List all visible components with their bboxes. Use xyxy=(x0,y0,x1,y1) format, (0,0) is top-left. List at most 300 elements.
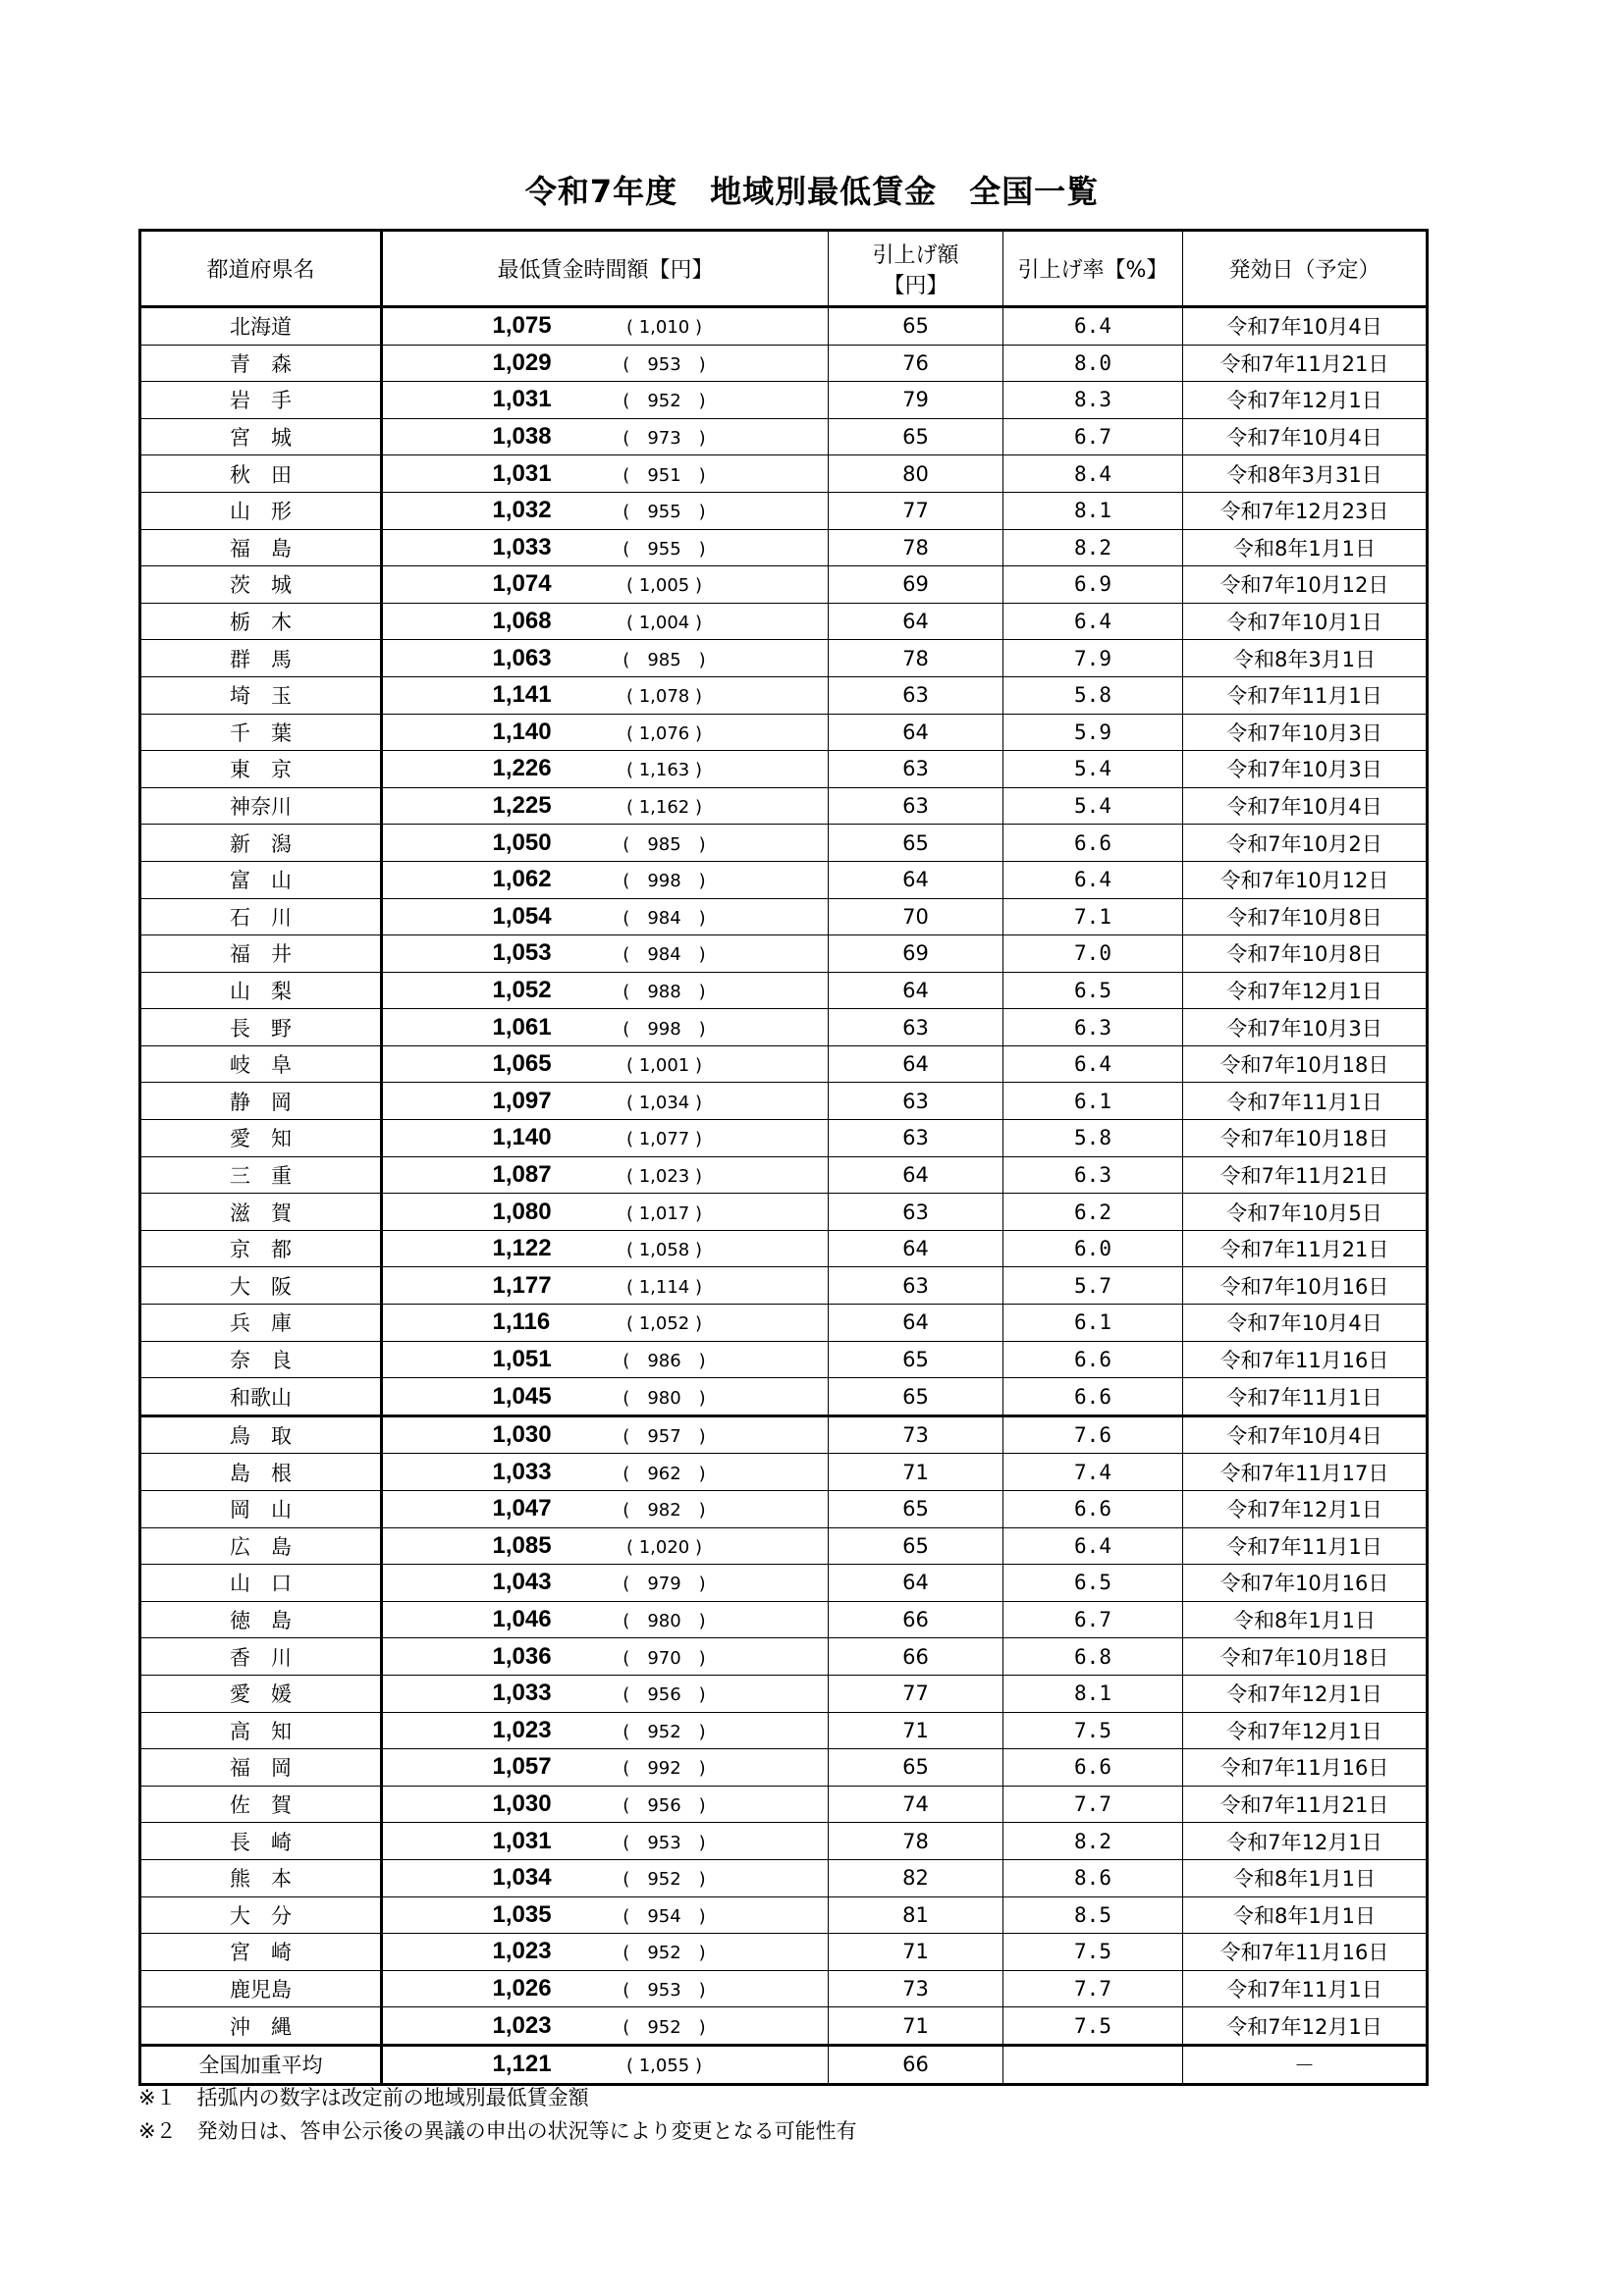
raise-rate: 6.6 xyxy=(1003,1749,1183,1787)
effective-date: 令和7年11月16日 xyxy=(1183,1749,1428,1787)
table-row xyxy=(140,1638,1428,1676)
table-row xyxy=(140,1267,1428,1305)
table-row xyxy=(140,825,1428,862)
wage-cell xyxy=(382,787,829,825)
prefecture-name: 滋 賀 xyxy=(140,1194,382,1231)
footnotes xyxy=(138,2081,857,2148)
wage-cell xyxy=(382,1378,829,1416)
new-wage: 1,177 xyxy=(492,1271,552,1299)
previous-wage: ( 979 ) xyxy=(623,1574,706,1595)
raise-amount: 64 xyxy=(829,1045,1003,1083)
table-row xyxy=(140,1194,1428,1231)
raise-amount: 64 xyxy=(829,603,1003,640)
table-row xyxy=(140,1896,1428,1934)
new-wage: 1,121 xyxy=(492,2051,552,2078)
previous-wage: ( 953 ) xyxy=(623,1980,706,2002)
effective-date: 令和7年10月18日 xyxy=(1183,1638,1428,1676)
new-wage: 1,031 xyxy=(492,459,552,487)
new-wage: 1,030 xyxy=(492,1421,552,1449)
raise-rate: 8.6 xyxy=(1003,1859,1183,1896)
prefecture-name: 富 山 xyxy=(140,861,382,898)
wage-cell xyxy=(382,935,829,973)
previous-wage: ( 1,052 ) xyxy=(625,1313,703,1335)
previous-wage: ( 956 ) xyxy=(623,1684,706,1706)
raise-amount: 78 xyxy=(829,640,1003,677)
table-row xyxy=(140,2007,1428,2046)
wage-cell xyxy=(382,1045,829,1083)
raise-rate: 6.6 xyxy=(1003,1341,1183,1378)
wage-cell xyxy=(382,1156,829,1194)
new-wage: 1,026 xyxy=(492,1975,552,2002)
wage-cell xyxy=(382,1083,829,1120)
raise-amount: 80 xyxy=(829,455,1003,493)
prefecture-name: 石 川 xyxy=(140,898,382,935)
effective-date: 令和7年10月8日 xyxy=(1183,898,1428,935)
table-row xyxy=(140,603,1428,640)
raise-amount: 65 xyxy=(829,418,1003,455)
wage-cell xyxy=(382,307,829,346)
prefecture-name: 福 井 xyxy=(140,935,382,973)
raise-rate: 6.7 xyxy=(1003,418,1183,455)
new-wage: 1,033 xyxy=(492,1458,552,1485)
table-row xyxy=(140,935,1428,973)
table-row xyxy=(140,676,1428,714)
new-wage: 1,023 xyxy=(492,2011,552,2039)
raise-amount: 71 xyxy=(829,1934,1003,1971)
wage-cell xyxy=(382,1712,829,1749)
prefecture-name: 山 形 xyxy=(140,492,382,529)
table-row xyxy=(140,1712,1428,1749)
raise-amount: 63 xyxy=(829,676,1003,714)
raise-rate: 7.5 xyxy=(1003,1712,1183,1749)
effective-date: 令和7年11月21日 xyxy=(1183,345,1428,382)
table-row xyxy=(140,1749,1428,1787)
new-wage: 1,065 xyxy=(492,1050,552,1078)
prefecture-name: 山 口 xyxy=(140,1565,382,1602)
table-row xyxy=(140,1527,1428,1565)
raise-rate: 6.4 xyxy=(1003,1045,1183,1083)
effective-date: 令和7年10月4日 xyxy=(1183,787,1428,825)
previous-wage: ( 953 ) xyxy=(623,353,706,375)
prefecture-name: 千 葉 xyxy=(140,714,382,751)
new-wage: 1,063 xyxy=(492,644,552,671)
raise-amount: 78 xyxy=(829,529,1003,566)
previous-wage: ( 952 ) xyxy=(623,391,706,412)
previous-wage: ( 955 ) xyxy=(623,538,706,560)
previous-wage: ( 986 ) xyxy=(623,1350,706,1371)
raise-amount: 70 xyxy=(829,898,1003,935)
wage-cell xyxy=(382,1601,829,1638)
new-wage: 1,225 xyxy=(492,792,552,820)
effective-date: 令和7年10月4日 xyxy=(1183,307,1428,346)
raise-amount: 76 xyxy=(829,345,1003,382)
raise-rate: 6.4 xyxy=(1003,861,1183,898)
wage-cell xyxy=(382,898,829,935)
wage-cell xyxy=(382,603,829,640)
raise-rate: 5.7 xyxy=(1003,1267,1183,1305)
raise-rate: 6.2 xyxy=(1003,1194,1183,1231)
previous-wage: ( 988 ) xyxy=(623,981,706,1002)
previous-wage: ( 1,163 ) xyxy=(625,760,703,781)
prefecture-name: 岡 山 xyxy=(140,1491,382,1528)
previous-wage: ( 957 ) xyxy=(623,1426,706,1448)
new-wage: 1,033 xyxy=(492,1680,552,1707)
raise-rate: 6.3 xyxy=(1003,1009,1183,1046)
raise-amount: 73 xyxy=(829,1415,1003,1454)
previous-wage: ( 982 ) xyxy=(623,1500,706,1522)
raise-rate: 8.3 xyxy=(1003,382,1183,419)
raise-rate: 6.5 xyxy=(1003,972,1183,1009)
raise-rate: 6.1 xyxy=(1003,1305,1183,1342)
effective-date: 令和7年12月1日 xyxy=(1183,1675,1428,1712)
raise-rate: 5.4 xyxy=(1003,751,1183,788)
raise-rate: 7.4 xyxy=(1003,1454,1183,1491)
raise-rate: 5.4 xyxy=(1003,787,1183,825)
wage-cell xyxy=(382,455,829,493)
previous-wage: ( 962 ) xyxy=(623,1463,706,1484)
raise-rate: 6.3 xyxy=(1003,1156,1183,1194)
wage-cell xyxy=(382,1194,829,1231)
prefecture-name: 熊 本 xyxy=(140,1859,382,1896)
effective-date: 令和7年11月1日 xyxy=(1183,1083,1428,1120)
previous-wage: ( 1,004 ) xyxy=(625,613,703,634)
prefecture-name: 宮 城 xyxy=(140,418,382,455)
raise-rate: 7.7 xyxy=(1003,1970,1183,2007)
prefecture-name: 岐 阜 xyxy=(140,1045,382,1083)
new-wage: 1,068 xyxy=(492,608,552,635)
raise-rate: 5.8 xyxy=(1003,676,1183,714)
wage-cell xyxy=(382,418,829,455)
prefecture-name: 東 京 xyxy=(140,751,382,788)
previous-wage: ( 952 ) xyxy=(623,1869,706,1891)
effective-date: 令和7年11月16日 xyxy=(1183,1341,1428,1378)
previous-wage: ( 1,017 ) xyxy=(625,1202,703,1224)
wage-cell xyxy=(382,529,829,566)
wage-cell xyxy=(382,1009,829,1046)
raise-rate: 6.9 xyxy=(1003,566,1183,604)
wage-cell xyxy=(382,382,829,419)
new-wage: 1,043 xyxy=(492,1569,552,1596)
prefecture-name: 和歌山 xyxy=(140,1378,382,1416)
effective-date: 令和7年10月5日 xyxy=(1183,1194,1428,1231)
prefecture-name: 静 岡 xyxy=(140,1083,382,1120)
new-wage: 1,053 xyxy=(492,939,552,967)
new-wage: 1,080 xyxy=(492,1198,552,1225)
raise-rate: 7.5 xyxy=(1003,2007,1183,2046)
raise-amount: 74 xyxy=(829,1786,1003,1823)
table-row xyxy=(140,382,1428,419)
effective-date: 令和7年10月4日 xyxy=(1183,1305,1428,1342)
prefecture-name: 茨 城 xyxy=(140,566,382,604)
raise-amount: 65 xyxy=(829,1491,1003,1528)
table-row xyxy=(140,1378,1428,1416)
wage-cell xyxy=(382,861,829,898)
footnote-1: ※１ 括弧内の数字は改定前の地域別最低賃金額 xyxy=(138,2086,589,2109)
table-row xyxy=(140,1009,1428,1046)
raise-rate: 7.9 xyxy=(1003,640,1183,677)
previous-wage: ( 1,076 ) xyxy=(625,722,703,744)
header-raise-amount-line1: 引上げ額 xyxy=(872,242,959,268)
wage-cell xyxy=(382,1454,829,1491)
new-wage: 1,029 xyxy=(492,348,552,376)
new-wage: 1,031 xyxy=(492,1827,552,1854)
table-row xyxy=(140,418,1428,455)
raise-amount: 79 xyxy=(829,382,1003,419)
prefecture-name: 長 野 xyxy=(140,1009,382,1046)
prefecture-name: 群 馬 xyxy=(140,640,382,677)
prefecture-name: 青 森 xyxy=(140,345,382,382)
effective-date: 令和7年10月18日 xyxy=(1183,1045,1428,1083)
effective-date: 令和7年12月1日 xyxy=(1183,1823,1428,1860)
prefecture-name: 香 川 xyxy=(140,1638,382,1676)
raise-amount: 65 xyxy=(829,1527,1003,1565)
raise-rate: 6.4 xyxy=(1003,603,1183,640)
effective-date: 令和8年1月1日 xyxy=(1183,1896,1428,1934)
new-wage: 1,140 xyxy=(492,1124,552,1151)
raise-rate: 6.5 xyxy=(1003,1565,1183,1602)
prefecture-name: 長 崎 xyxy=(140,1823,382,1860)
wage-cell xyxy=(382,1415,829,1454)
table-row xyxy=(140,455,1428,493)
previous-wage: ( 1,020 ) xyxy=(625,1536,703,1558)
prefecture-name: 福 島 xyxy=(140,529,382,566)
prefecture-name: 佐 賀 xyxy=(140,1786,382,1823)
new-wage: 1,087 xyxy=(492,1160,552,1188)
raise-rate: 6.6 xyxy=(1003,1378,1183,1416)
wage-cell xyxy=(382,2045,829,2084)
previous-wage: ( 992 ) xyxy=(623,1758,706,1780)
previous-wage: ( 954 ) xyxy=(623,1905,706,1927)
wage-cell xyxy=(382,492,829,529)
wage-cell xyxy=(382,1565,829,1602)
wage-cell xyxy=(382,1749,829,1787)
new-wage: 1,047 xyxy=(492,1495,552,1522)
prefecture-name: 奈 良 xyxy=(140,1341,382,1378)
new-wage: 1,031 xyxy=(492,386,552,413)
effective-date: 令和7年11月16日 xyxy=(1183,1934,1428,1971)
new-wage: 1,097 xyxy=(492,1087,552,1114)
effective-date: 令和7年10月16日 xyxy=(1183,1565,1428,1602)
raise-rate: 7.0 xyxy=(1003,935,1183,973)
effective-date: 令和7年12月1日 xyxy=(1183,972,1428,1009)
new-wage: 1,038 xyxy=(492,423,552,451)
wage-cell xyxy=(382,1341,829,1378)
new-wage: 1,122 xyxy=(492,1235,552,1262)
table-row xyxy=(140,640,1428,677)
table-row xyxy=(140,1491,1428,1528)
raise-amount: 64 xyxy=(829,1305,1003,1342)
raise-amount: 63 xyxy=(829,751,1003,788)
prefecture-name: 宮 崎 xyxy=(140,1934,382,1971)
effective-date: 令和7年11月1日 xyxy=(1183,1970,1428,2007)
raise-rate: 7.7 xyxy=(1003,1786,1183,1823)
effective-date: 令和7年10月16日 xyxy=(1183,1267,1428,1305)
raise-rate: 7.6 xyxy=(1003,1415,1183,1454)
wage-cell xyxy=(382,751,829,788)
effective-date: 令和7年10月2日 xyxy=(1183,825,1428,862)
effective-date: 令和7年12月23日 xyxy=(1183,492,1428,529)
raise-rate: 6.4 xyxy=(1003,1527,1183,1565)
table-row xyxy=(140,2045,1428,2084)
raise-amount: 64 xyxy=(829,972,1003,1009)
raise-rate: 6.6 xyxy=(1003,825,1183,862)
effective-date: 令和7年12月1日 xyxy=(1183,1712,1428,1749)
prefecture-name: 兵 庫 xyxy=(140,1305,382,1342)
raise-amount: 82 xyxy=(829,1859,1003,1896)
effective-date: 令和7年11月21日 xyxy=(1183,1230,1428,1267)
wage-cell xyxy=(382,1120,829,1157)
wage-cell xyxy=(382,676,829,714)
prefecture-name: 島 根 xyxy=(140,1454,382,1491)
previous-wage: ( 952 ) xyxy=(623,1943,706,1964)
raise-amount: 71 xyxy=(829,2007,1003,2046)
raise-amount: 71 xyxy=(829,1454,1003,1491)
header-wage: 最低賃金時間額【円】 xyxy=(382,231,829,307)
effective-date: 令和7年10月3日 xyxy=(1183,714,1428,751)
wage-cell xyxy=(382,1786,829,1823)
header-raise-rate: 引上げ率【%】 xyxy=(1003,231,1183,307)
wage-cell xyxy=(382,1491,829,1528)
table-row xyxy=(140,492,1428,529)
previous-wage: ( 1,001 ) xyxy=(625,1055,703,1077)
raise-amount: 66 xyxy=(829,2045,1003,2084)
previous-wage: ( 984 ) xyxy=(623,944,706,966)
new-wage: 1,050 xyxy=(492,828,552,856)
prefecture-name: 埼 玉 xyxy=(140,676,382,714)
table-row xyxy=(140,529,1428,566)
new-wage: 1,052 xyxy=(492,976,552,1003)
table-row xyxy=(140,1341,1428,1378)
new-wage: 1,054 xyxy=(492,902,552,930)
wage-cell xyxy=(382,1896,829,1934)
raise-rate: 8.4 xyxy=(1003,455,1183,493)
raise-amount: 64 xyxy=(829,714,1003,751)
previous-wage: ( 1,005 ) xyxy=(625,575,703,597)
raise-amount: 77 xyxy=(829,1675,1003,1712)
new-wage: 1,032 xyxy=(492,497,552,524)
wage-cell xyxy=(382,1638,829,1676)
raise-rate: 8.2 xyxy=(1003,529,1183,566)
raise-amount: 66 xyxy=(829,1601,1003,1638)
raise-amount: 63 xyxy=(829,1009,1003,1046)
effective-date: 令和7年12月1日 xyxy=(1183,1491,1428,1528)
wage-cell xyxy=(382,1527,829,1565)
table-row xyxy=(140,1045,1428,1083)
raise-amount: 65 xyxy=(829,825,1003,862)
previous-wage: ( 973 ) xyxy=(623,428,706,450)
minimum-wage-table xyxy=(138,229,1429,2086)
raise-amount: 81 xyxy=(829,1896,1003,1934)
effective-date: 令和8年3月1日 xyxy=(1183,640,1428,677)
new-wage: 1,046 xyxy=(492,1606,552,1633)
effective-date: 令和8年1月1日 xyxy=(1183,1859,1428,1896)
effective-date: － xyxy=(1183,2045,1428,2084)
prefecture-name: 京 都 xyxy=(140,1230,382,1267)
raise-rate: 6.1 xyxy=(1003,1083,1183,1120)
raise-amount: 77 xyxy=(829,492,1003,529)
prefecture-name: 愛 知 xyxy=(140,1120,382,1157)
raise-amount: 73 xyxy=(829,1970,1003,2007)
raise-amount: 78 xyxy=(829,1823,1003,1860)
prefecture-name: 高 知 xyxy=(140,1712,382,1749)
effective-date: 令和7年10月4日 xyxy=(1183,418,1428,455)
wage-cell xyxy=(382,2007,829,2046)
raise-amount: 63 xyxy=(829,1083,1003,1120)
table-row xyxy=(140,1415,1428,1454)
new-wage: 1,051 xyxy=(492,1345,552,1372)
previous-wage: ( 952 ) xyxy=(623,2016,706,2038)
new-wage: 1,085 xyxy=(492,1531,552,1559)
prefecture-name: 栃 木 xyxy=(140,603,382,640)
previous-wage: ( 1,077 ) xyxy=(625,1129,703,1150)
table-row xyxy=(140,787,1428,825)
raise-amount: 64 xyxy=(829,1156,1003,1194)
previous-wage: ( 1,058 ) xyxy=(625,1240,703,1261)
table-row xyxy=(140,861,1428,898)
table-row xyxy=(140,972,1428,1009)
prefecture-name: 沖 縄 xyxy=(140,2007,382,2046)
effective-date: 令和7年11月1日 xyxy=(1183,676,1428,714)
previous-wage: ( 953 ) xyxy=(623,1832,706,1853)
table-row xyxy=(140,1675,1428,1712)
wage-cell xyxy=(382,1823,829,1860)
previous-wage: ( 955 ) xyxy=(623,502,706,523)
new-wage: 1,140 xyxy=(492,718,552,745)
raise-amount: 65 xyxy=(829,1341,1003,1378)
prefecture-name: 徳 島 xyxy=(140,1601,382,1638)
wage-cell xyxy=(382,714,829,751)
prefecture-name: 愛 媛 xyxy=(140,1675,382,1712)
raise-amount: 63 xyxy=(829,1120,1003,1157)
effective-date: 令和7年11月21日 xyxy=(1183,1156,1428,1194)
prefecture-name: 大 阪 xyxy=(140,1267,382,1305)
table-row xyxy=(140,1970,1428,2007)
wage-cell xyxy=(382,1675,829,1712)
new-wage: 1,034 xyxy=(492,1864,552,1892)
table-row xyxy=(140,1859,1428,1896)
raise-amount: 63 xyxy=(829,1267,1003,1305)
new-wage: 1,062 xyxy=(492,866,552,893)
header-raise-amount-line2: 【円】 xyxy=(883,273,948,298)
raise-rate: 6.8 xyxy=(1003,1638,1183,1676)
table-row xyxy=(140,898,1428,935)
prefecture-name: 広 島 xyxy=(140,1527,382,1565)
previous-wage: ( 1,023 ) xyxy=(625,1165,703,1187)
prefecture-name: 三 重 xyxy=(140,1156,382,1194)
table-row xyxy=(140,1230,1428,1267)
effective-date: 令和7年10月1日 xyxy=(1183,603,1428,640)
raise-amount: 69 xyxy=(829,566,1003,604)
previous-wage: ( 985 ) xyxy=(623,833,706,855)
previous-wage: ( 951 ) xyxy=(623,464,706,486)
table-row xyxy=(140,751,1428,788)
previous-wage: ( 1,034 ) xyxy=(625,1092,703,1113)
previous-wage: ( 1,114 ) xyxy=(625,1276,703,1298)
effective-date: 令和7年11月1日 xyxy=(1183,1378,1428,1416)
previous-wage: ( 956 ) xyxy=(623,1795,706,1817)
table-row xyxy=(140,1786,1428,1823)
effective-date: 令和7年10月4日 xyxy=(1183,1415,1428,1454)
table-row xyxy=(140,345,1428,382)
effective-date: 令和7年12月1日 xyxy=(1183,382,1428,419)
new-wage: 1,057 xyxy=(492,1753,552,1781)
new-wage: 1,075 xyxy=(492,312,552,340)
prefecture-name: 新 潟 xyxy=(140,825,382,862)
page-title: 令和7年度 地域別最低賃金 全国一覧 xyxy=(524,173,1100,210)
wage-cell xyxy=(382,1305,829,1342)
prefecture-name: 全国加重平均 xyxy=(140,2045,382,2084)
table-row xyxy=(140,1601,1428,1638)
